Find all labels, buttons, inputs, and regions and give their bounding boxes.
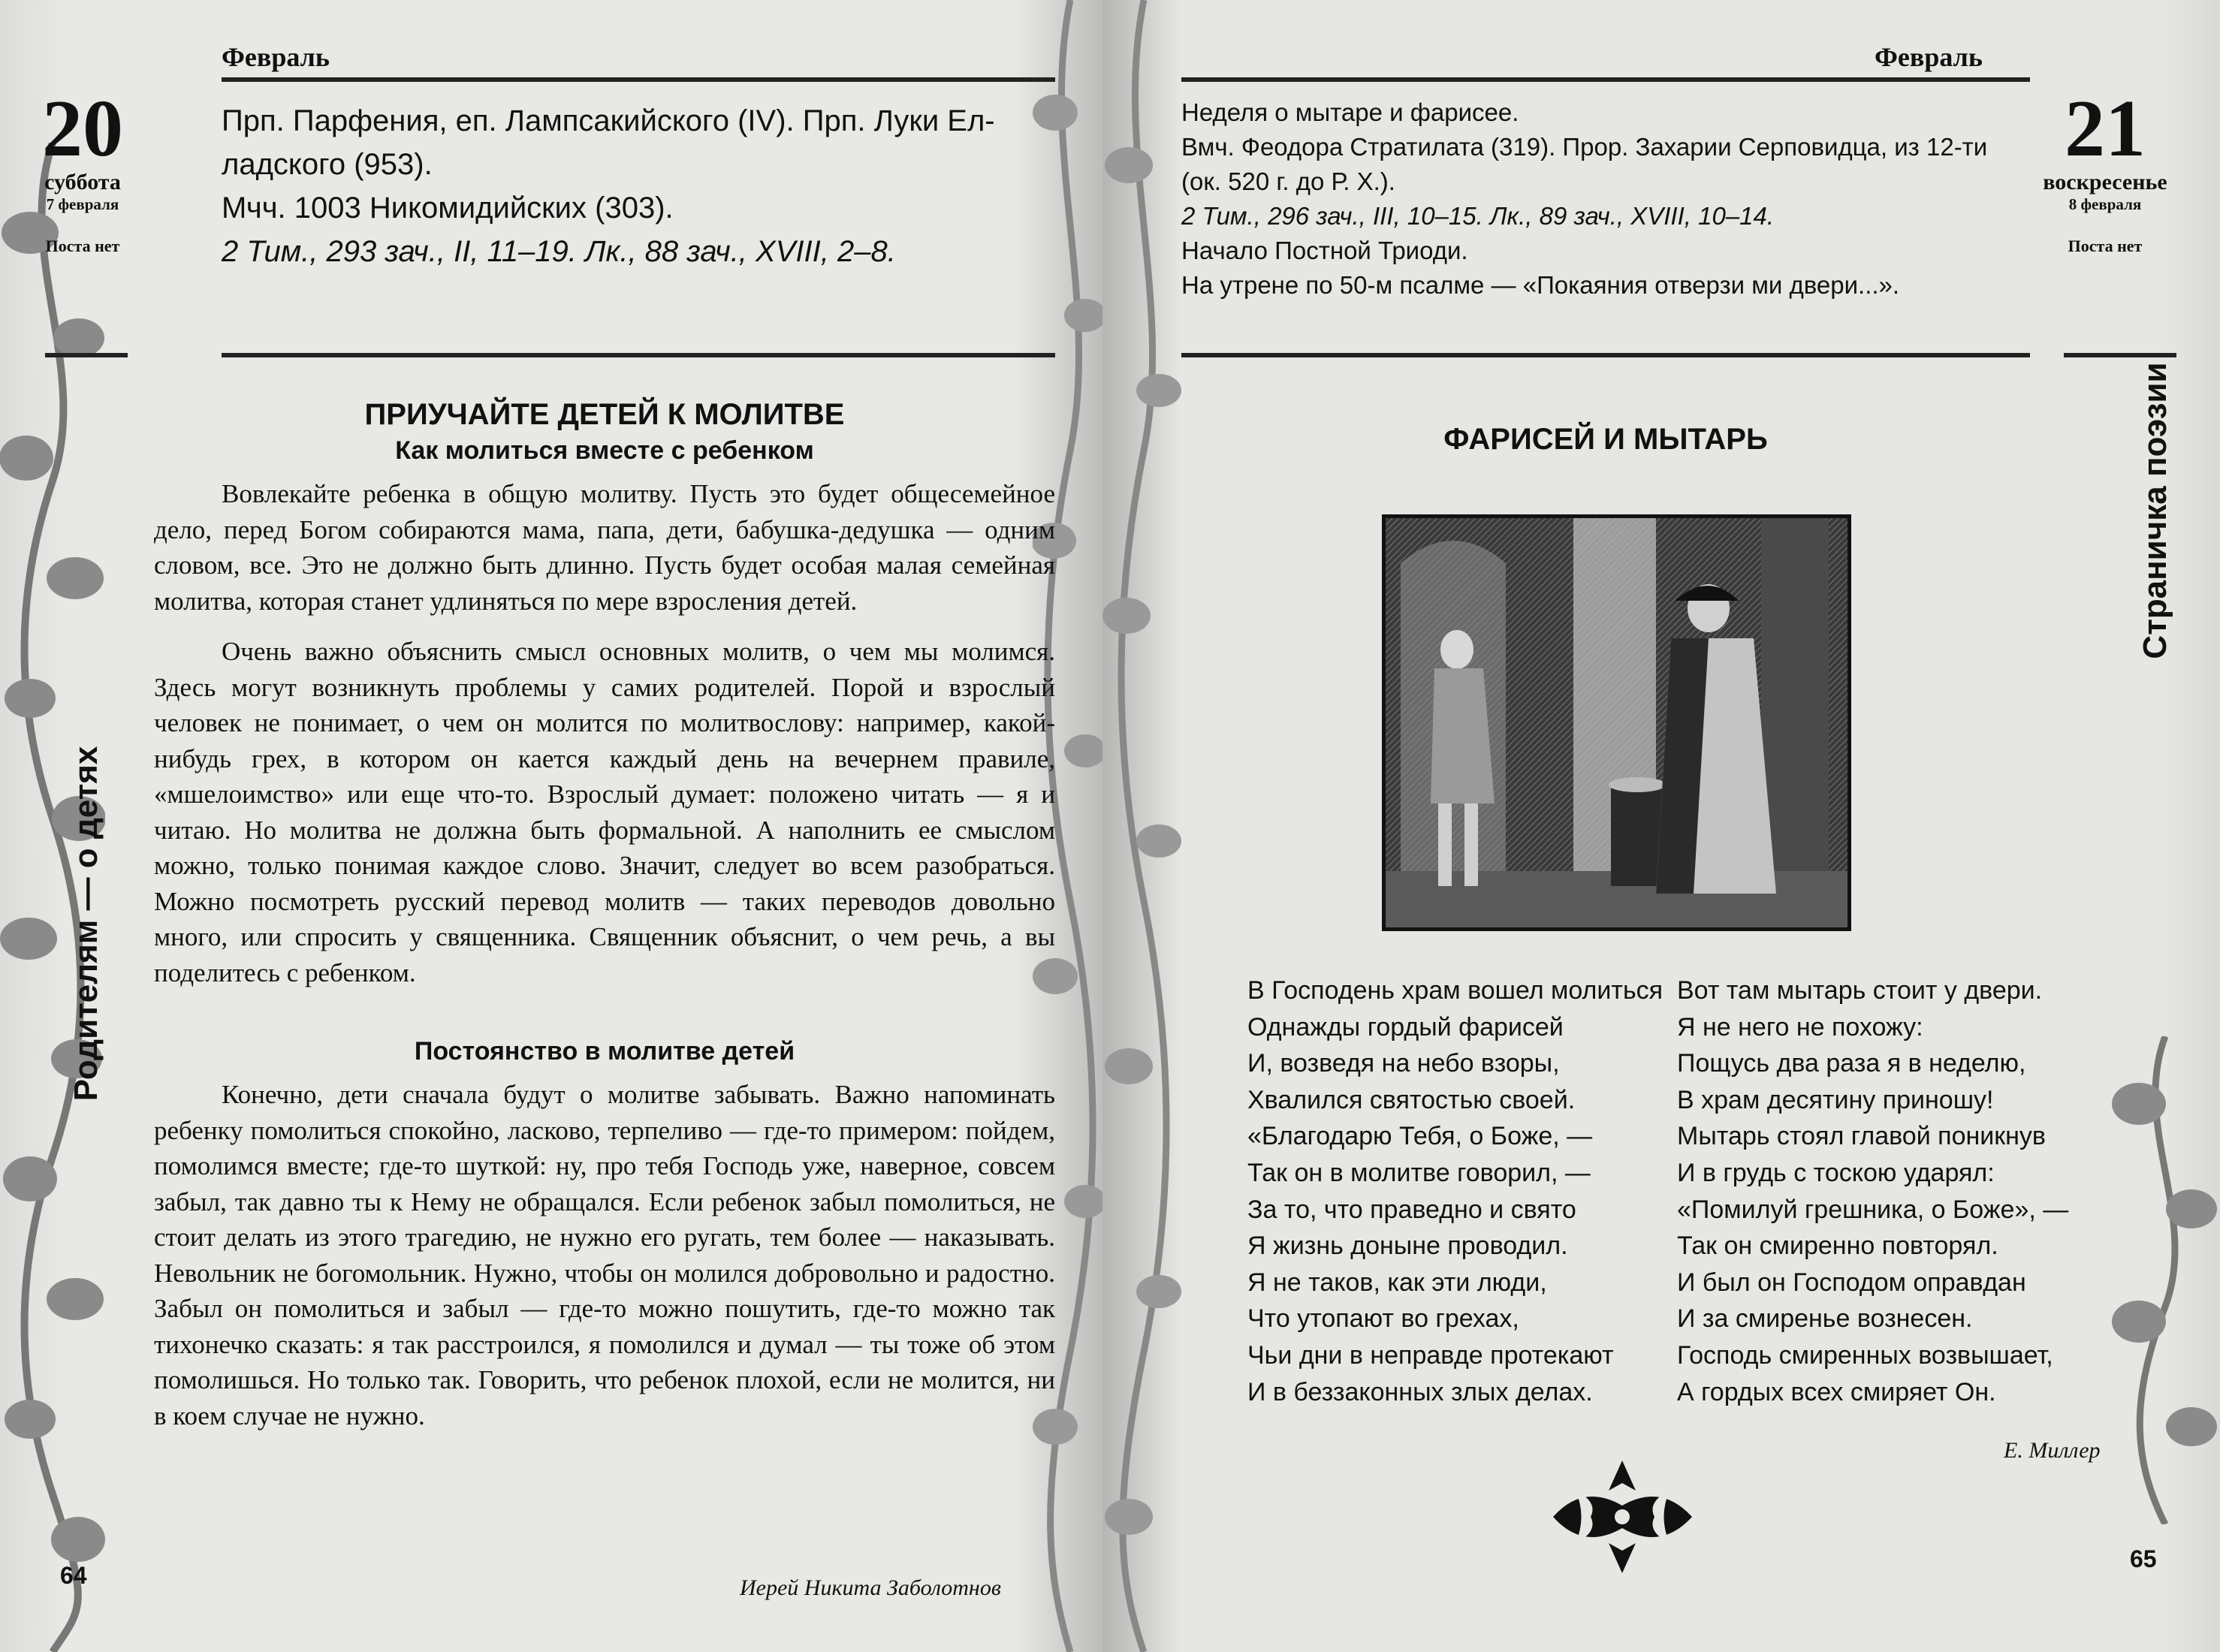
poem-line: Хвалился святостью своей. xyxy=(1247,1085,1576,1114)
section-rule xyxy=(222,353,1055,357)
engraving-illustration-icon xyxy=(1382,514,1851,931)
poem-line: Однажды гордый фарисей xyxy=(1247,1012,1564,1042)
page-number: 64 xyxy=(60,1562,87,1589)
poem-column-right xyxy=(1677,972,2068,1410)
article-subtitle: Постоянство в молитве детей xyxy=(414,1037,795,1066)
header-rule xyxy=(1181,77,2030,82)
poem-author: Е. Миллер xyxy=(2004,1438,2101,1463)
poem-line: И в грудь с тоскою ударял: xyxy=(1677,1158,1995,1187)
saints-line: (ок. 520 г. до Р. Х.). xyxy=(1181,167,1395,195)
poem-column-left xyxy=(1247,972,1663,1410)
fast-status: Поста нет xyxy=(45,237,120,255)
poem-line: В Господень храм вошел молиться xyxy=(1247,976,1663,1005)
article-subtitle: Как молиться вместе с ребенком xyxy=(395,436,814,465)
readings: 2 Тим., 293 зач., II, 11–19. Лк., 88 зач., XVIII, 2–8. xyxy=(222,235,896,268)
note-line: На утрене по 50-м псалме — «Покаяния отверзи ми двери...». xyxy=(1181,271,1900,299)
poem-line: А гордых всех смиряет Он. xyxy=(1677,1377,1996,1406)
saints-line: Прп. Парфения, еп. Лампсакийского (IV). Прп. Луки Ел- xyxy=(222,104,995,137)
month-header: Февраль xyxy=(1875,42,1983,72)
poem-line: И в беззаконных злых делах. xyxy=(1247,1377,1593,1406)
poem-line: За то, что праведно и свято xyxy=(1247,1195,1576,1224)
old-style-date: 7 февраля xyxy=(46,195,119,213)
vignette-ornament-icon xyxy=(1553,1461,1692,1573)
poem-line: «Благодарю Тебя, о Боже, — xyxy=(1247,1122,1593,1151)
poem-title: ФАРИСЕЙ И МЫТАРЬ xyxy=(1443,423,1768,456)
poem-line: «Помилуй грешника, о Боже», — xyxy=(1677,1195,2069,1224)
article-title: ПРИУЧАЙТЕ ДЕТЕЙ К МОЛИТВЕ xyxy=(364,398,845,431)
saints-block xyxy=(222,99,1055,273)
poem-line: Чьи дни в неправде протекают xyxy=(1247,1340,1614,1370)
poem-line: Я не него не похожу: xyxy=(1677,1012,1923,1042)
readings: 2 Тим., 296 зач., III, 10–15. Лк., 89 зач., XVIII, 10–14. xyxy=(1181,202,1775,230)
poem-line: Мытарь стоял главой поникнув xyxy=(1677,1122,2046,1151)
saints-line: Неделя о мытаре и фарисее. xyxy=(1181,98,1519,126)
saints-line: ладского (953). xyxy=(222,148,433,181)
page-number: 65 xyxy=(2130,1545,2157,1572)
side-title: Родителям — о детях xyxy=(68,746,104,1102)
old-style-date: 8 февраля xyxy=(2068,195,2142,213)
saints-line: Вмч. Феодора Стратилата (319). Прор. Захарии Серповидца, из 12-ти xyxy=(1181,133,1988,161)
paragraph: Вовлекайте ребенка в общую молитву. Пусть это будет общесемейное дело, перед Богом собираются мама, папа, дети, бабушка-дедушка — одним словом, все. Это не должно быть длинно. Пусть будет особая малая семейная молитва, которая станет удлиняться по мере взросления детей. xyxy=(154,479,1055,616)
date-box xyxy=(23,84,143,256)
poem-line: В храм десятину приношу! xyxy=(1677,1085,1994,1114)
header-rule xyxy=(222,77,1055,82)
poem-line: Господь смиренных возвышает, xyxy=(1677,1340,2053,1370)
poem-line: Вот там мытарь стоит у двери. xyxy=(1677,976,2043,1005)
day-number: 20 xyxy=(42,84,123,173)
poem-line: И, возведя на небо взоры, xyxy=(1247,1049,1560,1078)
section-rule xyxy=(1181,353,2030,357)
left-page xyxy=(0,0,1102,1652)
side-rule xyxy=(45,353,128,357)
poem-line: Пощусь два раза я в неделю, xyxy=(1677,1049,2026,1078)
poem-line: Так он смиренно повторял. xyxy=(1677,1231,1998,1261)
poem-line: Так он в молитве говорил, — xyxy=(1247,1158,1591,1187)
poem-line: Что утопают во грехах, xyxy=(1247,1304,1519,1334)
ivy-ornament-icon xyxy=(1102,0,1185,1652)
weekday: воскресенье xyxy=(2043,170,2167,194)
month-header: Февраль xyxy=(222,42,330,72)
ivy-ornament-icon xyxy=(2109,1036,2220,1524)
poem-line: Я жизнь доныне проводил. xyxy=(1247,1231,1568,1261)
day-number: 21 xyxy=(2065,84,2146,173)
article-author: Иерей Никита Заболотнов xyxy=(740,1575,1001,1600)
poem-line: И за смиренье вознесен. xyxy=(1677,1304,1973,1334)
right-page xyxy=(1102,0,2220,1652)
poem-line: И был он Господом оправдан xyxy=(1677,1268,2026,1297)
fast-status: Поста нет xyxy=(2068,237,2143,255)
note-line: Начало Постной Триоди. xyxy=(1181,237,1468,264)
saints-line: Мчч. 1003 Никомидийских (303). xyxy=(222,191,674,225)
side-title: Страничка поэзии xyxy=(2137,362,2173,659)
poem-line: Я не таков, как эти люди, xyxy=(1247,1268,1547,1297)
saints-block xyxy=(1181,95,2030,303)
article xyxy=(154,398,1055,1433)
date-box xyxy=(2026,84,2184,256)
paragraph: Конечно, дети сначала будут о молитве забывать. Важно напоминать ребенку помолиться спокойно, ласково, терпеливо — где-то примером: пойдем, помолимся вместе; где-то шуткой: ну, про тебя Господь уже, наверное, совсем забыл, так давно ты к Нему не обращался. Если ребенок забыл помолиться, не стоит делать из этого трагедию, не нужно его ругать, тем более — наказывать. Невольник не богомольник. Нужно, чтобы он молился добровольно и радостно. Забыл он помолиться и забыл — где-то можно пошутить, где-то можно так тихонечко сказать: я так расстроился, я помолился и думал — ты тоже об этом помолишься. Но только так. Говорить, что ребенок плохой, если не молится, ни в коем случае не нужно. xyxy=(154,1080,1055,1430)
paragraph: Очень важно объяснить смысл основных молитв, о чем мы молимся. Здесь могут возникнуть проблемы у самих родителей. Порой и взрослый человек не понимает, о чем он молится по молитвослову: например, какой-нибудь грех, в котором он кается каждый день на вечернем правиле, «мшелоимство» или еще что-то. Взрослый думает: положено читать — я и читаю. Но молитва не должна быть формальной. А наполнить ее смыслом можно, только понимая каждое слово. Значит, следует во всем разобраться. Можно посмотреть русский перевод молитв — таких переводов довольно много, или спросить у священника. Священник объяснит, о чем речь, а вы поделитесь с ребенком. xyxy=(154,637,1055,987)
side-rule xyxy=(2064,353,2176,357)
weekday: суббота xyxy=(44,170,121,194)
